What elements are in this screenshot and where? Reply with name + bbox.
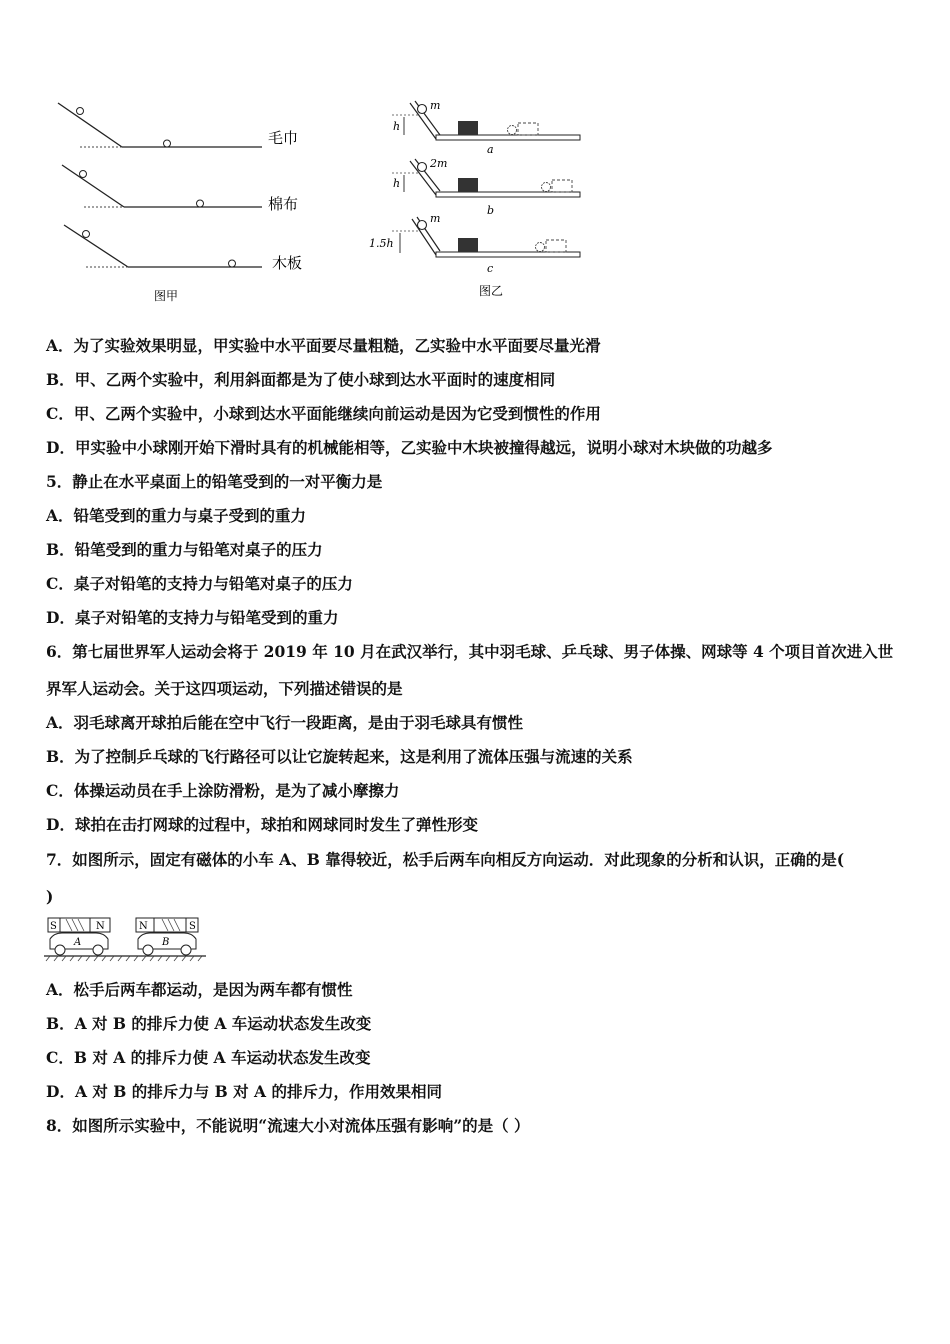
figure-jia	[50, 95, 330, 310]
sub-label-a: a	[487, 143, 494, 156]
car-b-pole-left: N	[139, 921, 148, 932]
q4-option-c: C．甲、乙两个实验中，小球到达水平面能继续向前运动是因为它受到惯性的作用	[46, 404, 601, 423]
surface-label-towel: 毛巾	[268, 129, 299, 147]
yi-setup-c	[369, 212, 580, 275]
wheel-icon	[143, 945, 153, 955]
height-label-a: h	[393, 120, 401, 133]
car-a-pole-right: N	[96, 921, 105, 932]
figure-jia-caption: 图甲	[154, 289, 179, 303]
q5-option-c: C．桌子对铅笔的支持力与铅笔对桌子的压力	[46, 574, 353, 593]
surface-label-cotton: 棉布	[268, 195, 299, 213]
height-label-c: 1.5h	[369, 237, 394, 250]
car-a	[48, 918, 110, 955]
ball-icon	[418, 221, 427, 230]
q5-option-d: D．桌子对铅笔的支持力与铅笔受到的重力	[46, 608, 339, 627]
wheel-icon	[93, 945, 103, 955]
ball-icon	[418, 163, 427, 172]
q4-option-b: B．甲、乙两个实验中，利用斜面都是为了使小球到达水平面时的速度相同	[46, 370, 556, 389]
q6-option-b: B．为了控制乒乓球的飞行路径可以让它旋转起来，这是利用了流体压强与流速的关系	[46, 747, 633, 766]
jia-setup-cotton	[62, 165, 298, 213]
q7-option-d: D．A 对 B 的排斥力与 B 对 A 的排斥力，作用效果相同	[46, 1082, 442, 1101]
ball-icon	[80, 171, 87, 178]
car-b	[136, 918, 198, 955]
mass-label-a: m	[430, 99, 441, 112]
q7-option-a: A．松手后两车都运动，是因为两车都有惯性	[46, 980, 353, 999]
q7-option-b: B．A 对 B 的排斥力使 A 车运动状态发生改变	[46, 1014, 372, 1033]
car-a-label: A	[74, 937, 82, 948]
q4-option-d: D．甲实验中小球刚开始下滑时具有的机械能相等，乙实验中木块被撞得越远，说明小球对木块做的功越多	[46, 438, 773, 457]
q5-option-a: A．铅笔受到的重力与桌子受到的重力	[46, 506, 307, 525]
wheel-icon	[181, 945, 191, 955]
q5-stem: 5．静止在水平桌面上的铅笔受到的一对平衡力是	[46, 472, 383, 491]
q7-stem-line1: 7．如图所示，固定有磁体的小车 A、B 靠得较近，松手后两车向相反方向运动．对此现象的分析和认识，正确的是(	[46, 850, 845, 869]
yi-setup-b	[392, 157, 580, 217]
jia-setup-wood	[64, 225, 302, 272]
q4-option-a: A．为了实验效果明显，甲实验中水平面要尽量粗糙，乙实验中水平面要尽量光滑	[46, 336, 601, 355]
car-a-pole-left: S	[50, 921, 57, 932]
height-label-b: h	[393, 177, 401, 190]
ball-icon	[164, 140, 171, 147]
q6-stem-line2: 界军人运动会。关于这四项运动，下列描述错误的是	[46, 679, 403, 698]
ball-icon	[77, 108, 84, 115]
figure-cars	[44, 915, 214, 967]
mass-label-b: 2m	[430, 157, 448, 170]
sub-label-b: b	[487, 204, 495, 217]
car-b-pole-right: S	[189, 921, 196, 932]
ground-hatch	[46, 956, 202, 961]
surface-label-wood: 木板	[272, 254, 303, 272]
q8-stem: 8．如图所示实验中，不能说明“流速大小对流体压强有影响”的是（ ）	[46, 1116, 530, 1135]
ball-icon	[83, 231, 90, 238]
q6-option-a: A．羽毛球离开球拍后能在空中飞行一段距离，是由于羽毛球具有惯性	[46, 713, 524, 732]
wheel-icon	[55, 945, 65, 955]
figure-yi-caption: 图乙	[479, 284, 504, 298]
sub-label-c: c	[487, 262, 494, 275]
car-b-label: B	[162, 937, 170, 948]
ball-icon	[418, 105, 427, 114]
q6-stem-line1: 6．第七届世界军人运动会将于 2019 年 10 月在武汉举行，其中羽毛球、乒乓球、男子体操、网球等 4 个项目首次进入世	[46, 642, 894, 661]
ball-icon	[197, 200, 204, 207]
q7-stem-line2: )	[46, 887, 54, 906]
q5-option-b: B．铅笔受到的重力与铅笔对桌子的压力	[46, 540, 323, 559]
mass-label-c: m	[430, 212, 441, 225]
ball-icon	[229, 260, 236, 267]
yi-setup-a	[392, 99, 580, 156]
q7-option-c: C．B 对 A 的排斥力使 A 车运动状态发生改变	[46, 1048, 371, 1067]
figure-yi	[360, 95, 600, 305]
q6-option-d: D．球拍在击打网球的过程中，球拍和网球同时发生了弹性形变	[46, 815, 478, 834]
q6-option-c: C．体操运动员在手上涂防滑粉，是为了减小摩擦力	[46, 781, 400, 800]
jia-setup-towel	[58, 103, 298, 147]
